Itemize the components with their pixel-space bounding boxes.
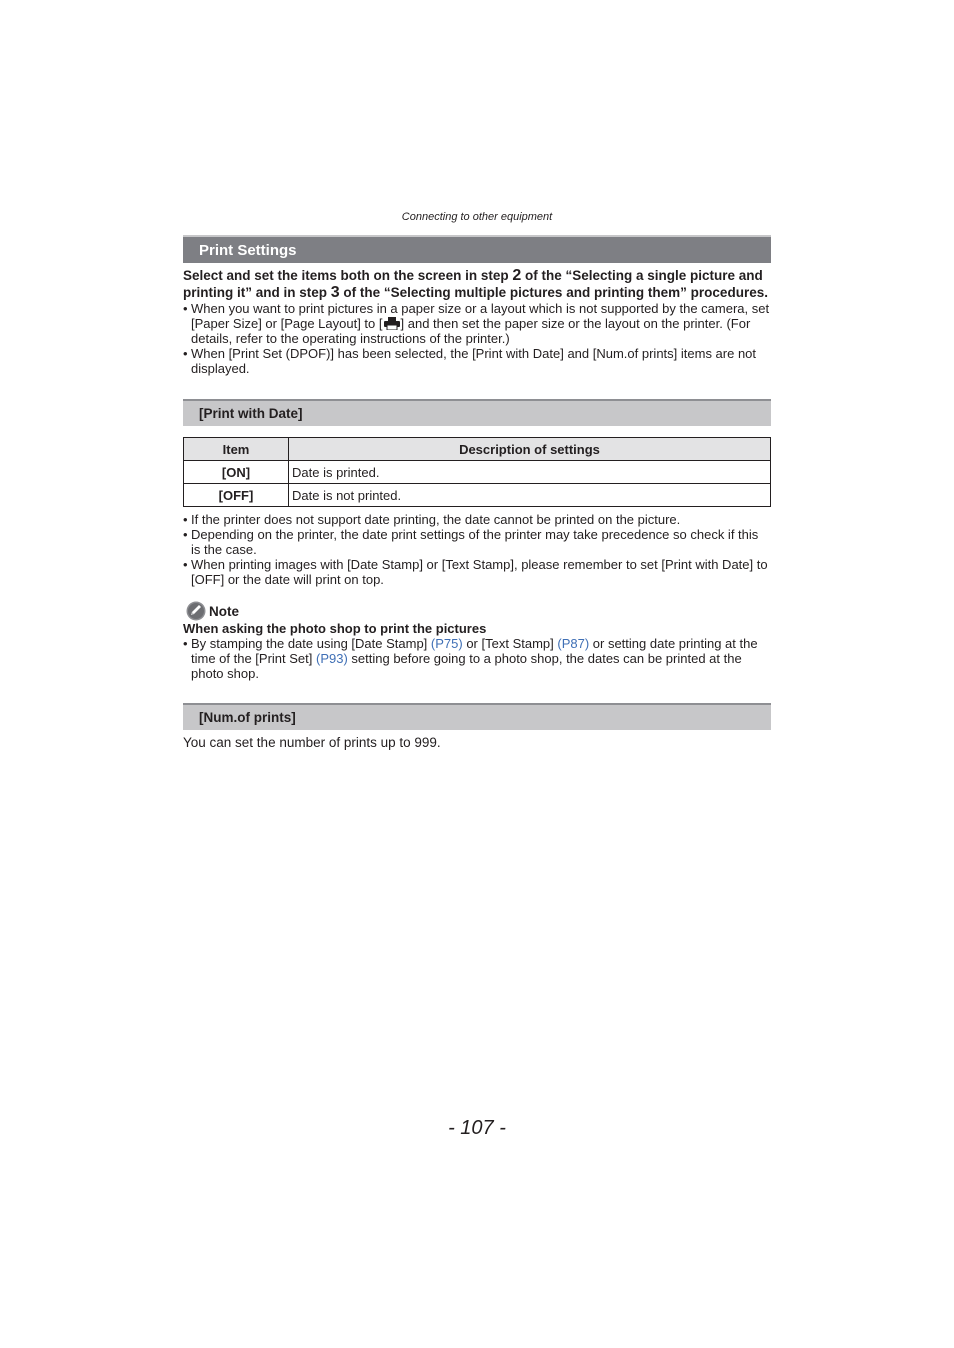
section-title-print-settings: Print Settings — [183, 235, 771, 263]
section-title-num-of-prints: [Num.of prints] — [183, 703, 771, 730]
note-heading — [183, 601, 771, 621]
list-item: • Depending on the printer, the date print settings of the printer may take precedence so check if this is the case. — [183, 527, 771, 557]
num-of-prints-text: You can set the number of prints up to 999. — [183, 735, 441, 750]
list-item: • When [Print Set (DPOF)] has been selected, the [Print with Date] and [Num.of prints] items are not displayed. — [183, 346, 771, 376]
table-header-row — [184, 438, 771, 461]
print-settings-bullets — [183, 301, 771, 376]
list-item: • When printing images with [Date Stamp] or [Text Stamp], please remember to set [Print with Date] to [OFF] or the date will print on top. — [183, 557, 771, 587]
section-title-print-with-date: [Print with Date] — [183, 399, 771, 426]
page-content — [183, 235, 771, 751]
intro-text-1: Select and set the items both on the screen in step — [183, 268, 513, 283]
intro-instruction — [183, 268, 771, 301]
list-item: • By stamping the date using [Date Stamp] (P75) or [Text Stamp] (P87) or setting date printing at the time of the [Print Set] (P93) setting before going to a photo shop, the dates can be printed at the photo shop. — [183, 636, 771, 681]
table-row — [184, 484, 771, 507]
column-header-description: Description of settings — [289, 438, 771, 461]
page-link-p87[interactable]: (P87) — [557, 636, 590, 651]
printer-icon — [384, 317, 400, 330]
column-header-item: Item — [184, 438, 289, 461]
note-label: Note — [209, 603, 239, 619]
page-number: - 107 - — [448, 1117, 506, 1139]
page-link-p75[interactable]: (P75) — [430, 636, 463, 651]
list-item: • If the printer does not support date printing, the date cannot be printed on the picture. — [183, 512, 771, 527]
table-cell-item: [OFF] — [184, 484, 289, 507]
step-number-3: 3 — [330, 283, 340, 301]
running-header: Connecting to other equipment — [401, 211, 553, 223]
table-cell-description: Date is printed. — [289, 461, 771, 484]
intro-text-3: of the “Selecting multiple pictures and printing them” procedures. — [339, 284, 768, 300]
table-cell-item: [ON] — [184, 461, 289, 484]
list-item: • When you want to print pictures in a paper size or a layout which is not supported by the camera, set [Paper Size] or [Page Layout] to [ ] and then set the paper size or the layout on the printer. (For details, refer to the operating instructions of the printer.) — [183, 301, 771, 346]
note-bullets — [183, 636, 771, 681]
print-with-date-table — [183, 437, 771, 507]
step-number-2: 2 — [512, 267, 522, 284]
table-row — [184, 461, 771, 484]
print-with-date-bullets — [183, 512, 771, 587]
intro-text-2: of the “Selecting a single picture and printing it” and in step — [183, 268, 763, 300]
page-link-p93[interactable]: (P93) — [316, 651, 348, 666]
note-subheading: When asking the photo shop to print the pictures — [183, 621, 487, 636]
table-cell-description: Date is not printed. — [289, 484, 771, 507]
note-pencil-icon — [186, 601, 206, 621]
